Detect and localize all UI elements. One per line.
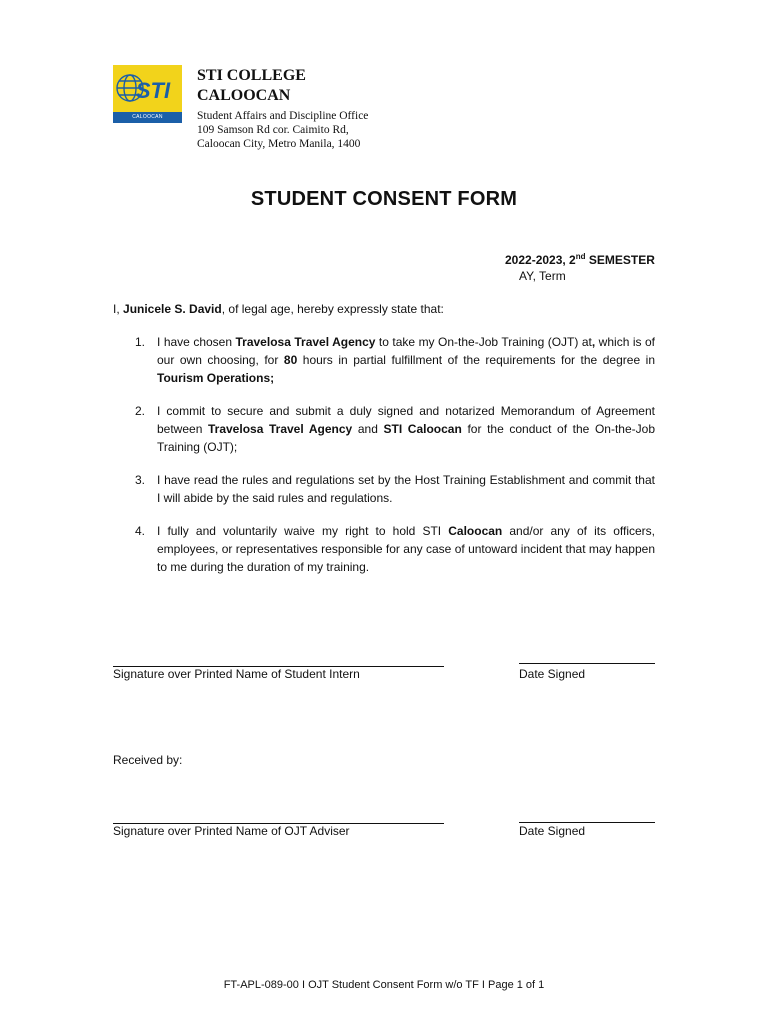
clause-number: 1.	[135, 335, 146, 349]
logo-text: STI	[135, 78, 171, 103]
agency-name: Travelosa Travel Agency	[235, 335, 376, 349]
clause-text: for the conduct of the On-the-Job Training (OJT);	[157, 422, 656, 454]
address-line1: 109 Samson Rd cor. Caimito Rd,	[197, 124, 349, 136]
clause-text: I commit to secure and submit a duly signed and notarized Memorandum of Agreement between	[157, 404, 655, 436]
clause-text: and/or any of its officers, employees, or representatives responsible for any case of untoward incident that may happen to me during the duration of my training.	[157, 524, 655, 574]
consent-clauses	[113, 333, 655, 591]
school-name: Caloocan	[448, 524, 503, 538]
clause-number: 3.	[135, 473, 146, 487]
document-footer: FT-APL-089-00 I OJT Student Consent Form w/o TF I Page 1 of 1	[223, 979, 545, 991]
clause-4	[113, 522, 655, 576]
training-hours: 80	[283, 353, 298, 367]
school-name: STI Caloocan	[383, 422, 462, 436]
logo-band: CALOOCAN	[113, 112, 182, 123]
term-semester: SEMESTER	[585, 253, 655, 267]
term-label: AY, Term	[519, 269, 566, 283]
student-name: Junicele S. David	[123, 302, 222, 316]
clause-text: I fully and voluntarily waive my right to hold STI	[157, 524, 449, 538]
form-title: STUDENT CONSENT FORM	[250, 188, 518, 210]
sti-logo	[113, 65, 182, 123]
adviser-signature-label: Signature over Printed Name of OJT Adviser	[113, 824, 350, 838]
address-line2: Caloocan City, Metro Manila, 1400	[197, 138, 361, 150]
received-by-label: Received by:	[113, 753, 183, 767]
clause-number: 2.	[135, 404, 146, 418]
agency-name: Travelosa Travel Agency	[208, 422, 353, 436]
clause-text: hours in partial fulfillment of the requirements for the degree in	[297, 353, 655, 367]
student-date-line	[519, 663, 655, 664]
term-year: 2022-2023, 2	[505, 253, 576, 267]
clause-text: which is of our own choosing, for	[157, 335, 655, 367]
clause-number: 4.	[135, 524, 146, 538]
intro-statement	[113, 302, 444, 316]
adviser-date-label: Date Signed	[519, 824, 586, 838]
clause-text: I have read the rules and regulations set by the Host Training Establishment and commit that I will abide by the said rules and regulations.	[157, 473, 655, 505]
school-name-line1: STI COLLEGE	[197, 67, 306, 84]
school-name-line2: CALOOCAN	[197, 87, 291, 104]
student-date-label: Date Signed	[519, 667, 586, 681]
intro-prefix: I,	[113, 302, 124, 316]
clause-2	[113, 402, 655, 456]
clause-text: to take my On-the-Job Training (OJT) at	[375, 335, 592, 349]
clause-text: I have chosen	[157, 335, 236, 349]
term-value	[505, 249, 655, 268]
degree-name: Tourism Operations;	[157, 371, 275, 385]
term-ordinal: nd	[575, 252, 586, 261]
intro-suffix: , of legal age, hereby expressly state that:	[221, 302, 444, 316]
clause-3	[113, 471, 655, 507]
adviser-date-line	[519, 822, 655, 823]
globe-icon	[113, 65, 182, 112]
student-signature-label: Signature over Printed Name of Student Intern	[113, 667, 360, 681]
clause-text: and	[352, 422, 384, 436]
school-header	[197, 66, 368, 151]
clause-1	[113, 333, 655, 387]
academic-term	[505, 249, 655, 284]
clause-text: ,	[591, 335, 596, 349]
office-name: Student Affairs and Discipline Office	[197, 110, 369, 122]
